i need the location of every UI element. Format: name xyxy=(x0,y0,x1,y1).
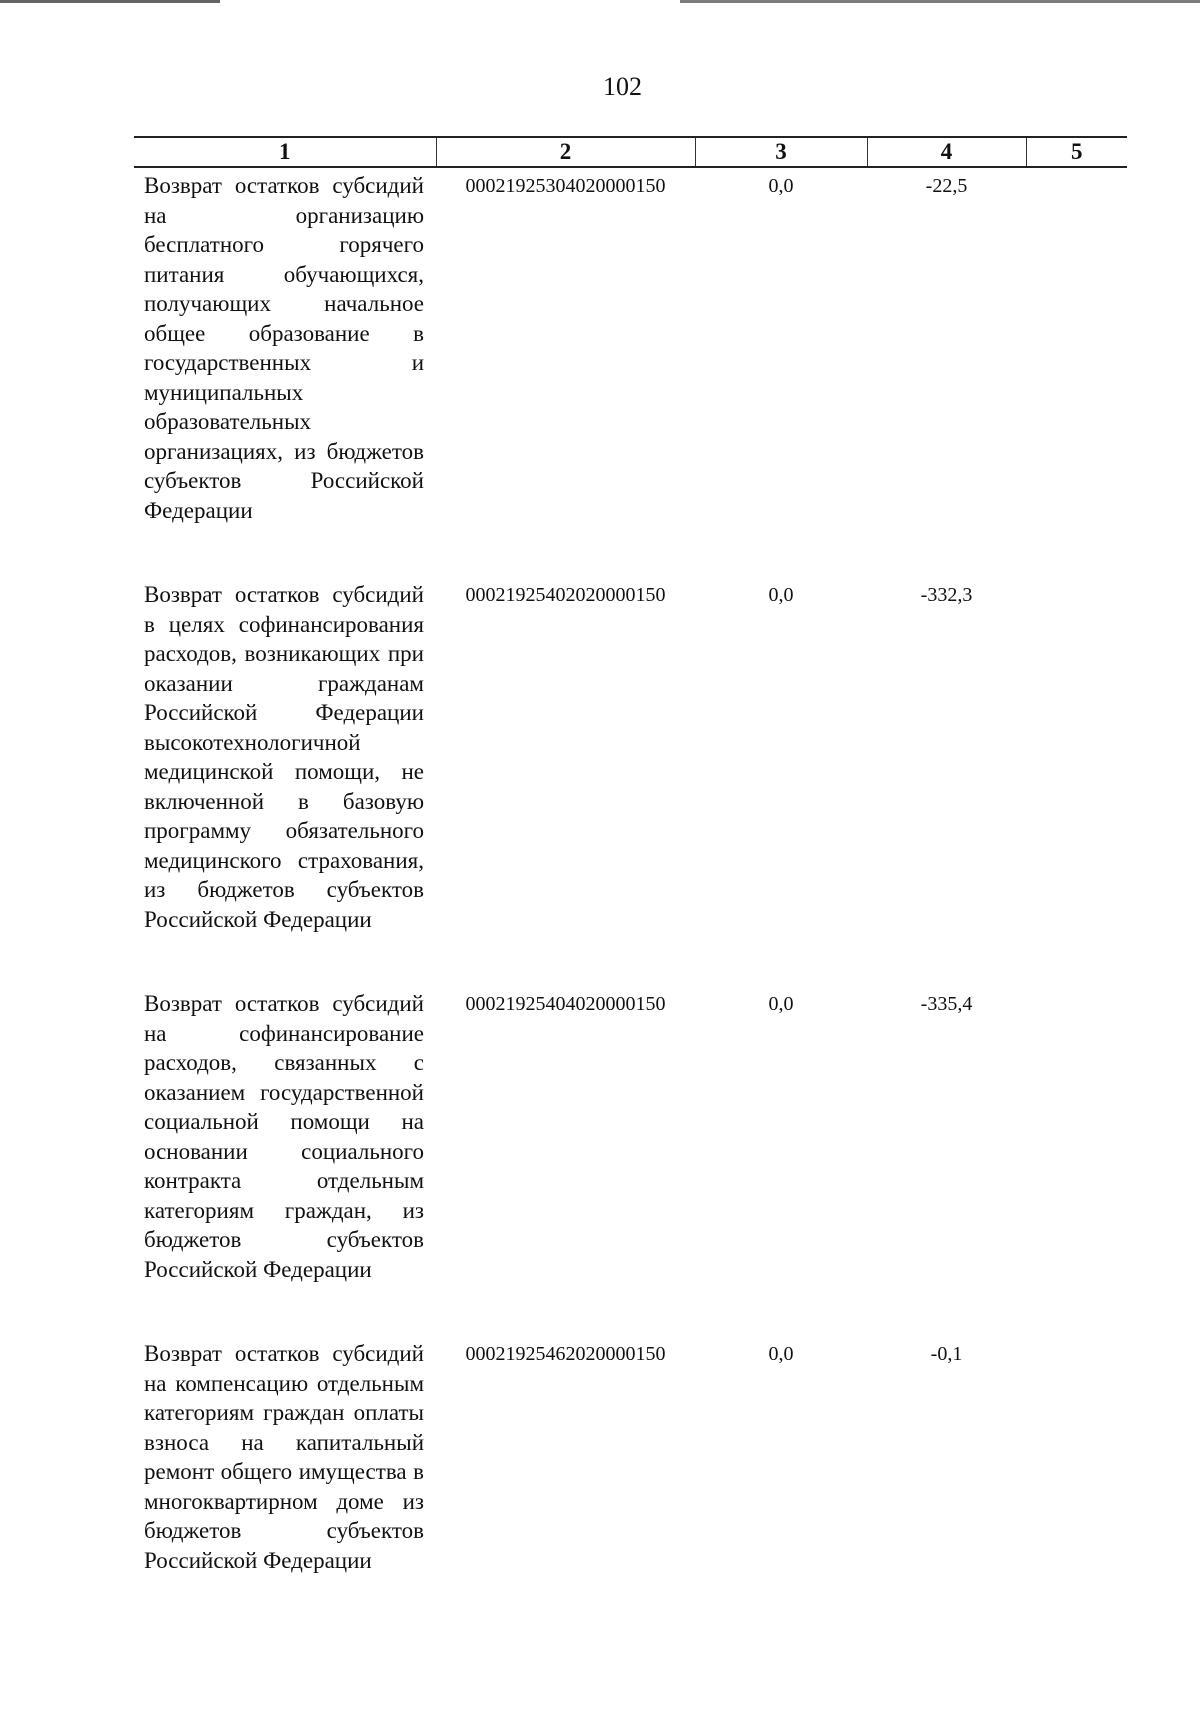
row-col3-cell: 0,0 xyxy=(768,175,794,197)
row-code-cell: 00021925402020000150 xyxy=(465,584,666,606)
budget-table xyxy=(134,136,1127,1627)
row-col5-cell xyxy=(1026,1336,1127,1627)
scan-top-edge xyxy=(0,0,1200,3)
row-name-cell xyxy=(134,167,436,577)
row-name-text: Возврат остатков субсидий на организацию бесплатного горячего питания обучающихся, получающих начальное общее образование в государственных и муниципальных образовательных организациях, из бюджетов субъектов Российской Федерации xyxy=(144,173,424,523)
table-header-row xyxy=(134,137,1127,167)
row-name-text: Возврат остатков субсидий в целях софинансирования расходов, возникающих при оказании гражданам Российской Федерации высокотехнологичной медицинской помощи, не включенной в базовую программу обязательного медицинского страхования, из бюджетов субъектов Российской Федерации xyxy=(144,582,424,932)
row-col4-cell: -332,3 xyxy=(920,584,973,606)
row-col3-cell: 0,0 xyxy=(768,1343,794,1365)
row-code-cell: 00021925462020000150 xyxy=(465,1343,666,1365)
row-col4-cell: -0,1 xyxy=(930,1343,963,1365)
row-col5-cell xyxy=(1026,986,1127,1336)
row-col5-cell xyxy=(1026,577,1127,986)
row-col5-cell xyxy=(1026,167,1127,577)
table-row xyxy=(134,1336,1127,1627)
row-col4-cell: -335,4 xyxy=(920,993,973,1015)
row-name-cell xyxy=(134,577,436,986)
column-header-5: 5 xyxy=(1026,137,1127,167)
row-col3-cell: 0,0 xyxy=(768,584,794,606)
row-name-text: Возврат остатков субсидий на софинансирование расходов, связанных с оказанием государственной социальной помощи на основании социального контракта отдельным категориям граждан, из бюджетов субъектов Российской Федерации xyxy=(144,991,424,1282)
page-number: 102 xyxy=(603,72,642,101)
row-name-text: Возврат остатков субсидий на компенсацию отдельным категориям граждан оплаты взноса на капитальный ремонт общего имущества в многоквартирном доме из бюджетов субъектов Российской Федерации xyxy=(144,1341,424,1573)
row-name-cell xyxy=(134,1336,436,1627)
column-header-4: 4 xyxy=(867,137,1026,167)
column-header-2: 2 xyxy=(436,137,695,167)
column-header-1: 1 xyxy=(134,137,436,167)
row-name-cell xyxy=(134,986,436,1336)
table-row xyxy=(134,167,1127,577)
table-row xyxy=(134,577,1127,986)
row-col4-cell: -22,5 xyxy=(925,175,968,197)
column-header-3: 3 xyxy=(695,137,867,167)
row-col3-cell: 0,0 xyxy=(768,993,794,1015)
row-code-cell: 00021925404020000150 xyxy=(465,993,666,1015)
table-row xyxy=(134,986,1127,1336)
row-code-cell: 00021925304020000150 xyxy=(465,175,666,197)
